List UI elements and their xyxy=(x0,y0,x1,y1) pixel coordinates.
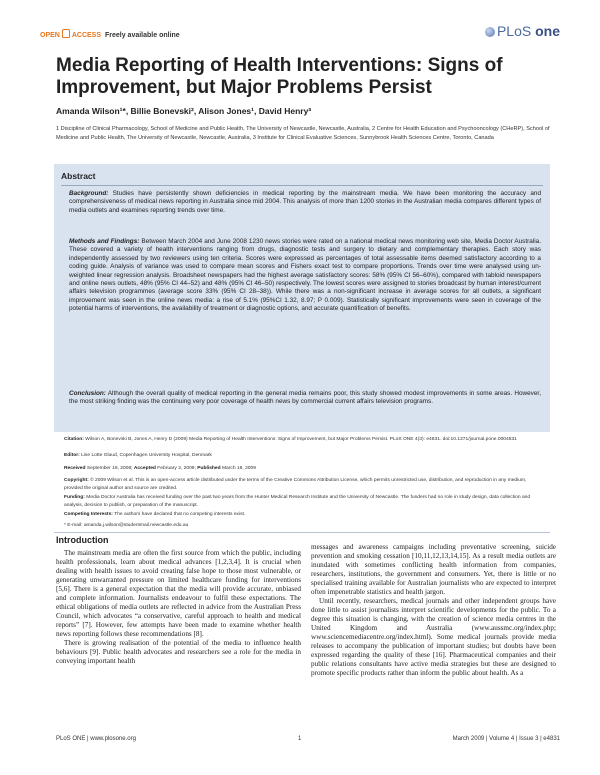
open-lock-icon xyxy=(62,29,70,38)
methods-text: Between March 2004 and June 2008 1230 news stories were rated on a national medical news monitoring web site, Media Doctor Australia. These covered a variety of health interventions ranging from drugs, diagnostic tests and surgery to dietary and complementary therapies. Each story was independently assessed by two reviewers using ten criteria. Scores were expressed as percentages of total assessable items deemed satisfactory according to a coding guide. Analysis of variance was used to compare mean scores and Fishers exact test to compare proportions. Trends over time were analysed using un-weighted linear regression analysis. Broadsheet newspapers had the highest average satisfactory scores: 58% (95% CI 56–60%), compared with tabloid newspapers and online news outlets, 48% (95% CI 44–52) and 48% (95% CI 46–50) respectively. The lowest scores were assigned to stories broadcast by human interest/current affairs television programmes (average score 33% (95% CI 28–38)). While there was a non-significant increase in average scores for all outlets, a significant improvement was seen in the online news media: a rise of 5.1% (95%CI 1.32, 8.97; P 0.009). Statistically significant improvements were seen in coverage of the potential harms of interventions, the availability of treatment or diagnostic options, and accurate quantification of benefits. xyxy=(69,238,541,313)
competing-interests xyxy=(64,511,546,519)
copyright-text: © 2009 Wilson et al. This is an open-access article distributed under the terms of the Creative Commons Attribution License, which permits unrestricted use, distribution, and reproduction in any medium, provided the original author and source are credited. xyxy=(64,478,527,491)
received-date: September 18, 2008; xyxy=(86,466,133,471)
intro-paragraph-1: The mainstream media are often the first source from which the public, including health professionals, learn about medical advances [1,2,3,4]. It is crucial when dealing with health issues to avoid creating false hope to those most vulnerable, or generating unwarranted pressure on limited healthcare funding for interventions [5,6]. There is a general expectation that the media will provide accurate, unbiased and complete information. Journalists endeavour to fulfil these expectations. The ethical obligations of media outlets are reflected in advice from the Australian Press Council, which advocates “a conservative, careful approach to health and medical reports” [7]. However, few attempts have been made to examine whether health news reporting follows these recommendations [8]. xyxy=(56,549,301,638)
footer-issue: March 2009 | Volume 4 | Issue 3 | e4831 xyxy=(452,736,560,742)
logo-plos: PLoS xyxy=(496,23,532,39)
open-access-badge xyxy=(40,29,180,39)
left-column xyxy=(56,549,301,666)
affiliations: 1 Discipline of Clinical Pharmacology, School of Medicine and Public Health, The University of Newcastle, Newcastle, Australia, 2 Centre for Health Education and Psychooncology (CHeRP), School of Medicine and Public Health, The University of Newcastle, Newcastle, Australia, 3 Institute for Clinical Evaluative Sciences, Sunnybrook Health Sciences Centre, Toronto, Canada xyxy=(56,126,550,141)
citation-label: Citation: xyxy=(64,437,84,442)
meta-divider xyxy=(54,532,550,533)
access-label: ACCESS xyxy=(71,32,102,39)
methods-label: Methods and Findings: xyxy=(69,238,140,245)
journal-header xyxy=(40,23,560,43)
footer-journal: PLoS ONE | www.plosone.org xyxy=(56,736,136,742)
open-label: OPEN xyxy=(40,32,60,39)
competing-label: Competing Interests: xyxy=(64,512,113,517)
journal-logo xyxy=(485,23,560,39)
intro-paragraph-3: messages and awareness campaigns including preventative screening, suicide prevention and smoking cessation [10,11,12,13,14,15]. As a result media outlets are inundated with sometimes conflicting health information from companies, researchers, institutions, the government and consumers. Yet, there is little or no specialised training available for Australian journalists who are expected to interpret often impenetrable statistics and health jargon. xyxy=(311,543,556,596)
freely-available-text: Freely available online xyxy=(104,32,180,39)
accepted-label: Accepted xyxy=(133,466,156,471)
accepted-date: February 2, 2009; xyxy=(157,466,196,471)
abstract-methods xyxy=(69,238,541,314)
editor-label: Editor: xyxy=(64,453,80,458)
editor-text: Lise Lotte Gluud, Copenhagen University Hospital, Denmark xyxy=(81,453,212,458)
published-date: March 18, 2009 xyxy=(221,466,256,471)
intro-paragraph-2: There is growing realisation of the potential of the media to influence health behaviours [9]. Public health advocates and researchers see a role for the media in conveying important health xyxy=(56,639,301,665)
funding-text: Media Doctor Australia has received funding over the past two years from the Hunter Medical Research Institute and the University of Newcastle. The funders had no role in study design, data collection and analysis, decision to publish, or preparation of the manuscript. xyxy=(64,495,531,508)
abstract-heading: Abstract xyxy=(61,171,96,181)
abstract-background xyxy=(69,190,541,215)
abstract-divider xyxy=(61,185,543,186)
abstract-conclusion xyxy=(69,390,541,407)
funding-label: Funding: xyxy=(64,495,85,500)
citation-text: Wilson A, Bonevski B, Jones A, Henry D (2009) Media Reporting of Health Interventions: Signs of Improvement, but Major Problems Persist. PLoS ONE 4(3): e4831. doi:10.1371/journal.pone.0004831 xyxy=(85,437,517,442)
abstract-box xyxy=(54,164,550,432)
editor xyxy=(64,452,546,460)
conclusion-text: Although the overall quality of medical reporting in the general media remains poor, this study showed modest improvements in some areas. However, the most striking finding was the continuing very poor coverage of health news by commercial current affairs television programs. xyxy=(69,390,541,406)
copyright xyxy=(64,477,546,492)
author-list: Amanda Wilson¹*, Billie Bonevski², Alison Jones¹, David Henry³ xyxy=(56,106,312,116)
logo-one: one xyxy=(535,23,560,39)
published-label: Published xyxy=(197,466,221,471)
corresponding-email: * E-mail: amanda.j.wilson@studentmail.newcastle.edu.au xyxy=(64,523,189,528)
dates xyxy=(64,465,546,473)
background-label: Background: xyxy=(69,190,109,197)
article-title: Media Reporting of Health Interventions: Signs of Improvement, but Major Problems Persist xyxy=(56,55,503,98)
plos-logo-icon xyxy=(485,27,495,37)
background-text: Studies have persistently shown deficiencies in medical reporting by the mainstream media. We have been monitoring the accuracy and comprehensiveness of medical news reporting in Australia since mid 2004. This analysis of more than 1200 stories in the Australian media compares different types of media outlets and examines reporting trends over time. xyxy=(69,190,542,214)
funding xyxy=(64,494,546,509)
received-label: Received xyxy=(64,466,86,471)
copyright-label: Copyright: xyxy=(64,478,89,483)
citation xyxy=(64,436,546,444)
conclusion-label: Conclusion: xyxy=(69,390,106,397)
introduction-heading: Introduction xyxy=(56,535,109,545)
right-column xyxy=(311,543,556,678)
page-number: 1 xyxy=(298,736,302,742)
intro-paragraph-4: Until recently, researchers, medical journals and other independent groups have done little to assist journalists interpret scientific developments for the public. To a degree this situation is changing, with the creation of science media centres in the United Kingdom and Australia (www.aussmc.org/index.php; www.sciencemediacentre.org/index.html). Some medical journals provide media releases to accompany the publication of important studies; but doubts have been expressed regarding the quality of these [16]. Pharmaceutical companies and their public relations consultants have active media strategies but these are designed to promote specific products rather than inform the public about health. As a xyxy=(311,597,556,677)
competing-text: The authors have declared that no competing interests exist. xyxy=(114,512,246,517)
